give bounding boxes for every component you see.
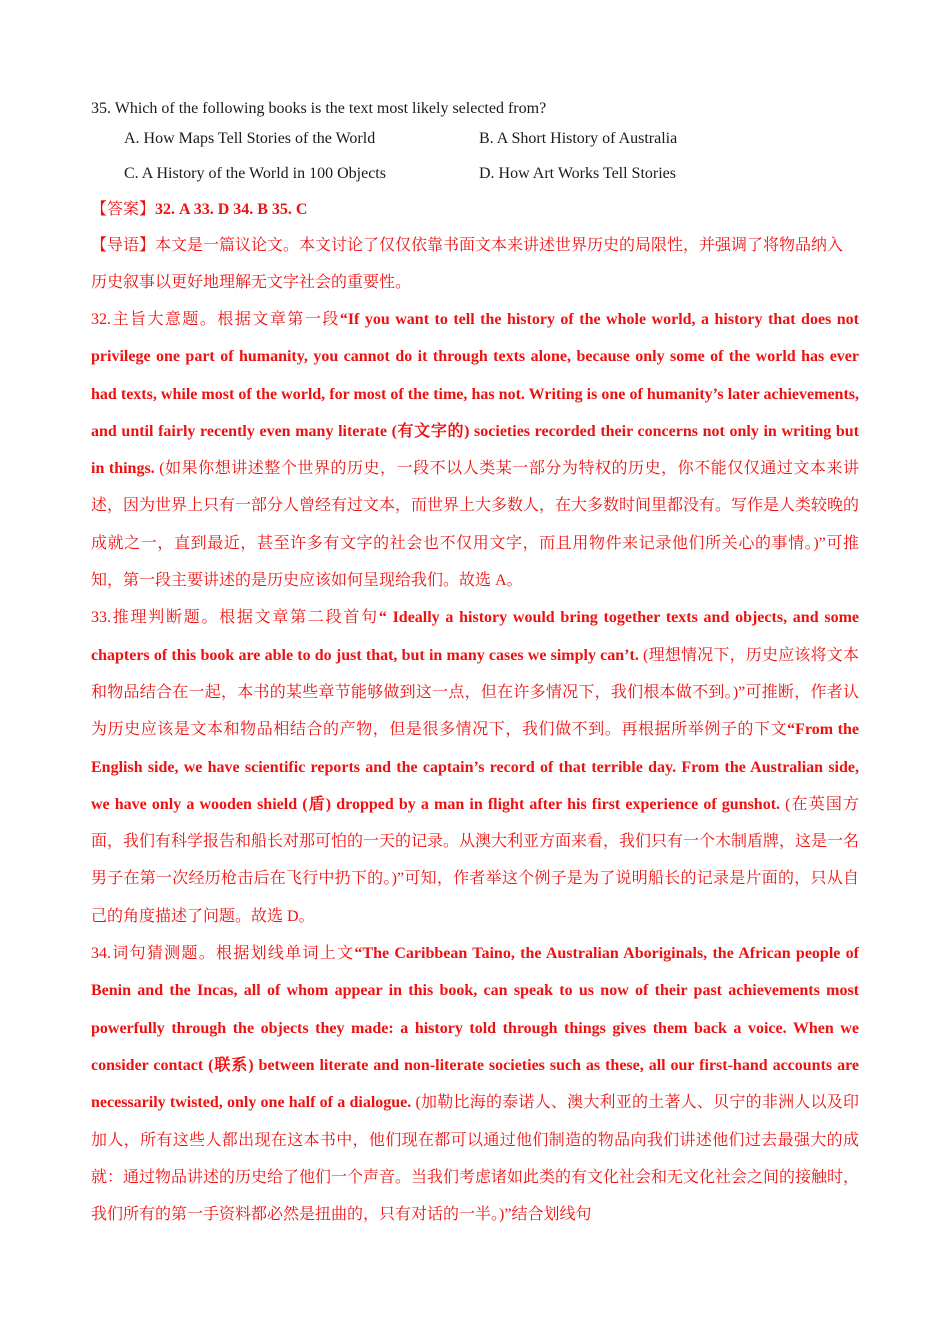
option-a: A. How Maps Tell Stories of the World bbox=[124, 130, 376, 147]
question-35: 35. Which of the following books is the text most likely selected from? bbox=[91, 100, 547, 117]
explanation-32-head: 32.主旨大意题。根据文章第一段 bbox=[91, 311, 340, 328]
explanation-34-head: 34.词句猜测题。根据划线单词上文 bbox=[91, 945, 355, 963]
explanation-34-quote: “The Caribbean Taino, the Australian Aboriginals, the African people of Benin and the Incas, all of whom appear in this book, can speak to us now of their past achievements most powerfully through the objects they made: a history told through things gives them back a voice. When we consider contact (联系) between literate and non-literate societies such as these, all our first-hand accounts are necessarily twisted, only one half of a dialogue. bbox=[91, 945, 859, 1112]
explanation-33-translation: (理想情况下，历史应该将文本和物品结合在一起，本书的某些章节能够做到这一点，但在许多情况下，我们根本做不到。)” bbox=[91, 646, 859, 701]
explanation-33-conclusion-2: 可知，作者举这个例子是为了说明船长的记录是片面的，只从自己的角度描述了问题。故选 D。 bbox=[91, 870, 859, 925]
guide-paragraph bbox=[91, 227, 859, 301]
option-c: C. A History of the World in 100 Objects bbox=[124, 164, 386, 182]
explanation-33-head: 33.推理判断题。根据文章第二段首句 bbox=[91, 609, 379, 627]
explanation-34-translation: (加勒比海的泰诺人、澳大利亚的土著人、贝宁的非洲人以及印加人，所有这些人都出现在这本书中，他们现在都可以通过他们制造的物品向我们讲述他们过去最强大的成就：通过物品讲述的历史给了他们一个声音。当我们考虑诸如此类的有文化社会和无文化社会之间的接触时，我们所有的第一手资料都必然是扭曲的，只有对话的一半。)” bbox=[91, 1094, 860, 1224]
document-page bbox=[91, 96, 859, 1233]
explanation-33-quote-2: “From the English side, we have scientific reports and the captain’s record of that terrible day. From the Australian side, we have only a wooden shield (盾) dropped by a man in flight after his first experience of gunshot. bbox=[91, 721, 859, 813]
explanation-32-translation: (如果你想讲述整个世界的历史，一段不以人类某一部分为特权的历史，你不能仅仅通过文本来讲述，因为世界上只有一部分人曾经有过文本，而世界上大多数人，在大多数时间里都没有。写作是人类较晚的成就之一，直到最近，甚至许多有文字的社会也不仅用文字，而且用物件来记录他们所关心的事情。)” bbox=[91, 460, 860, 552]
answer-value: 32. A 33. D 34. B 35. C bbox=[155, 201, 308, 218]
explanation-32 bbox=[91, 301, 859, 599]
question-options bbox=[124, 122, 859, 191]
answer-line bbox=[91, 193, 859, 227]
explanation-33 bbox=[91, 599, 859, 935]
explanation-34 bbox=[91, 935, 859, 1233]
explanation-34-conclusion: 结合划线句 bbox=[511, 1206, 592, 1224]
explanation-33-quote: “ Ideally a history would bring together texts and objects, and some chapters of this book are able to do just that, but in many cases we simply can’t. bbox=[91, 609, 859, 664]
explanation-32-conclusion: 可推知，第一段主要讲述的是历史应该如何呈现给我们。故选 A。 bbox=[91, 534, 859, 590]
option-b: B. A Short History of Australia bbox=[479, 130, 678, 147]
answer-label: 【答案】 bbox=[91, 201, 156, 218]
explanation-33-conclusion: 可推断，作者认为历史应该是文本和物品相结合的产物，但是很多情况下，我们做不到。再根据所举例子的下文 bbox=[91, 683, 859, 739]
guide-label: 【导语】 bbox=[91, 237, 156, 254]
option-d: D. How Art Works Tell Stories bbox=[479, 164, 676, 182]
explanation-33-translation-2: (在英国方面，我们有科学报告和船长对那可怕的一天的记录。从澳大利亚方面来看，我们只有一个木制盾牌，这是一名男子在第一次经历枪击后在飞行中扔下的。)” bbox=[91, 795, 860, 888]
guide-text: 本文是一篇议论文。本文讨论了仅仅依靠书面文本来讲述世界历史的局限性，并强调了将物品纳入历史叙事以更好地理解无文字社会的重要性。 bbox=[91, 237, 844, 291]
explanation-32-quote: “If you want to tell the history of the whole world, a history that does not privilege one part of humanity, you cannot do it through texts alone, because only some of the world has ever had texts, while most of the world, for most of the time, has not. Writing is one of humanity’s later achievements, and until fairly recently even many literate (有文字的) societies recorded their concerns not only in writing but in things. bbox=[91, 311, 859, 478]
